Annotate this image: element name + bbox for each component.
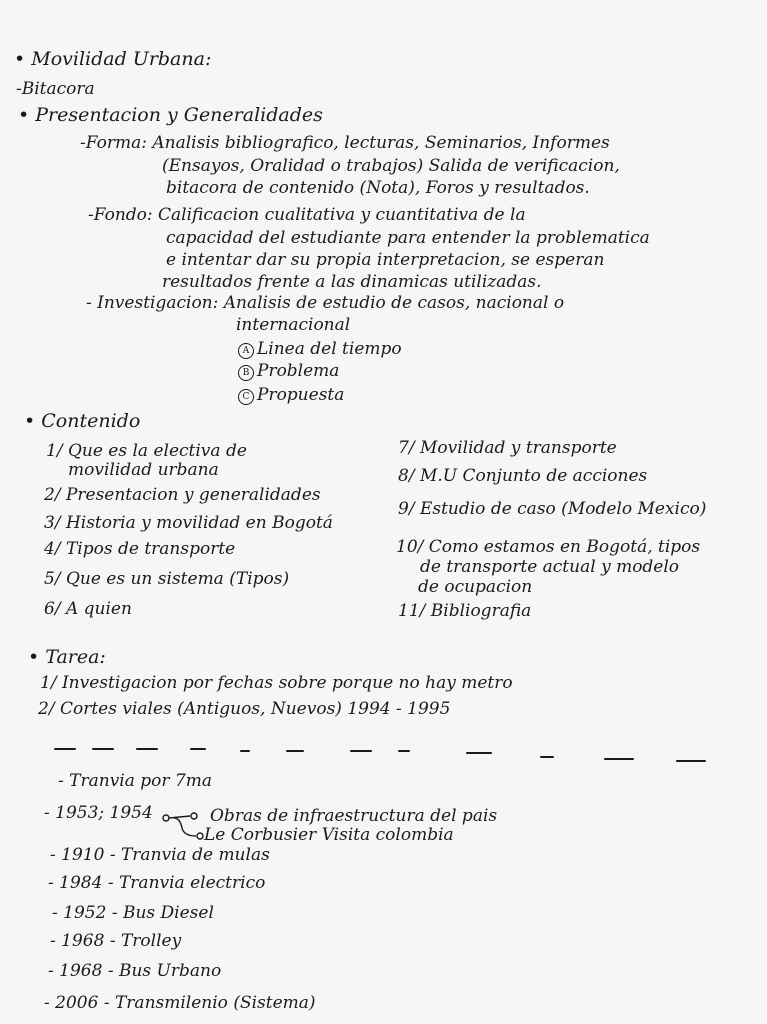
tarea-heading — [28, 646, 106, 668]
list-item-a — [238, 338, 402, 360]
bullet-dot: • — [24, 410, 42, 432]
timeline-1968-bus: - 1968 - Bus Urbano — [48, 961, 222, 981]
fondo-line-3: e intentar dar su propia interpretacion, se esperan — [166, 250, 605, 270]
bullet-dot: • — [14, 48, 32, 70]
timeline-1953: - 1953; 1954 — [44, 803, 153, 823]
tarea-heading-text: Tarea: — [45, 646, 106, 668]
circled-letter-a: A — [238, 343, 254, 359]
presentacion-heading-text: Presentacion y Generalidades — [35, 104, 323, 126]
timeline-tranvia: - Tranvia por 7ma — [58, 771, 212, 791]
contenido-left-3: 3/ Historia y movilidad en Bogotá — [44, 513, 333, 533]
contenido-left-1b: movilidad urbana — [68, 460, 219, 480]
branch-arrow-icon — [160, 808, 210, 848]
investigacion-line-1: - Investigacion: Analisis de estudio de casos, nacional o — [86, 293, 565, 313]
forma-line-1: -Forma: Analisis bibliografico, lecturas, Seminarios, Informes — [80, 133, 610, 153]
circled-letter-b: B — [238, 365, 254, 381]
timeline-2006: - 2006 - Transmilenio (Sistema) — [44, 993, 316, 1013]
presentacion-heading — [18, 104, 323, 126]
dashed-separator — [50, 742, 730, 772]
list-item-b-text: Problema — [257, 361, 340, 381]
timeline-obras: Obras de infraestructura del pais — [210, 806, 498, 826]
list-item-a-text: Linea del tiempo — [257, 339, 402, 359]
forma-line-2: (Ensayos, Oralidad o trabajos) Salida de verificacion, — [162, 156, 620, 176]
fondo-line-2: capacidad del estudiante para entender la problematica — [166, 228, 650, 248]
contenido-heading — [24, 410, 140, 432]
tarea-line-2: 2/ Cortes viales (Antiguos, Nuevos) 1994 - 1995 — [38, 699, 451, 719]
contenido-right-7: 7/ Movilidad y transporte — [398, 438, 617, 458]
list-item-c — [238, 384, 344, 406]
bitacora-line: -Bitacora — [16, 79, 95, 99]
bullet-dot: • — [18, 104, 36, 126]
timeline-corbusier: Le Corbusier Visita colombia — [204, 825, 454, 845]
contenido-left-1: 1/ Que es la electiva de — [46, 441, 247, 461]
contenido-left-5: 5/ Que es un sistema (Tipos) — [44, 569, 290, 589]
contenido-right-8: 8/ M.U Conjunto de acciones — [398, 466, 648, 486]
timeline-1910: - 1910 - Tranvia de mulas — [50, 845, 270, 865]
investigacion-line-2: internacional — [236, 315, 351, 335]
list-item-c-text: Propuesta — [257, 385, 345, 405]
bullet-dot: • — [28, 646, 46, 668]
contenido-heading-text: Contenido — [41, 410, 141, 432]
contenido-right-11: 11/ Bibliografia — [398, 601, 532, 621]
circled-letter-c: C — [238, 389, 254, 405]
timeline-1968-trolley: - 1968 - Trolley — [50, 931, 182, 951]
timeline-1984: - 1984 - Tranvia electrico — [48, 873, 266, 893]
timeline-1952: - 1952 - Bus Diesel — [52, 903, 214, 923]
tarea-line-1: 1/ Investigacion por fechas sobre porque no hay metro — [40, 673, 513, 693]
page-title: Movilidad Urbana: — [31, 48, 212, 70]
contenido-right-9: 9/ Estudio de caso (Modelo Mexico) — [398, 499, 707, 519]
contenido-right-10b: de transporte actual y modelo — [420, 557, 680, 577]
contenido-left-6: 6/ A quien — [44, 599, 132, 619]
forma-line-3: bitacora de contenido (Nota), Foros y resultados. — [166, 178, 590, 198]
contenido-right-10: 10/ Como estamos en Bogotá, tipos — [396, 537, 701, 557]
title-line — [14, 48, 211, 70]
fondo-line-1: -Fondo: Calificacion cualitativa y cuantitativa de la — [88, 205, 526, 225]
contenido-left-4: 4/ Tipos de transporte — [44, 539, 236, 559]
contenido-left-2: 2/ Presentacion y generalidades — [44, 485, 321, 505]
fondo-line-4: resultados frente a las dinamicas utilizadas. — [162, 272, 542, 292]
contenido-right-10c: de ocupacion — [418, 577, 533, 597]
list-item-b — [238, 360, 339, 382]
